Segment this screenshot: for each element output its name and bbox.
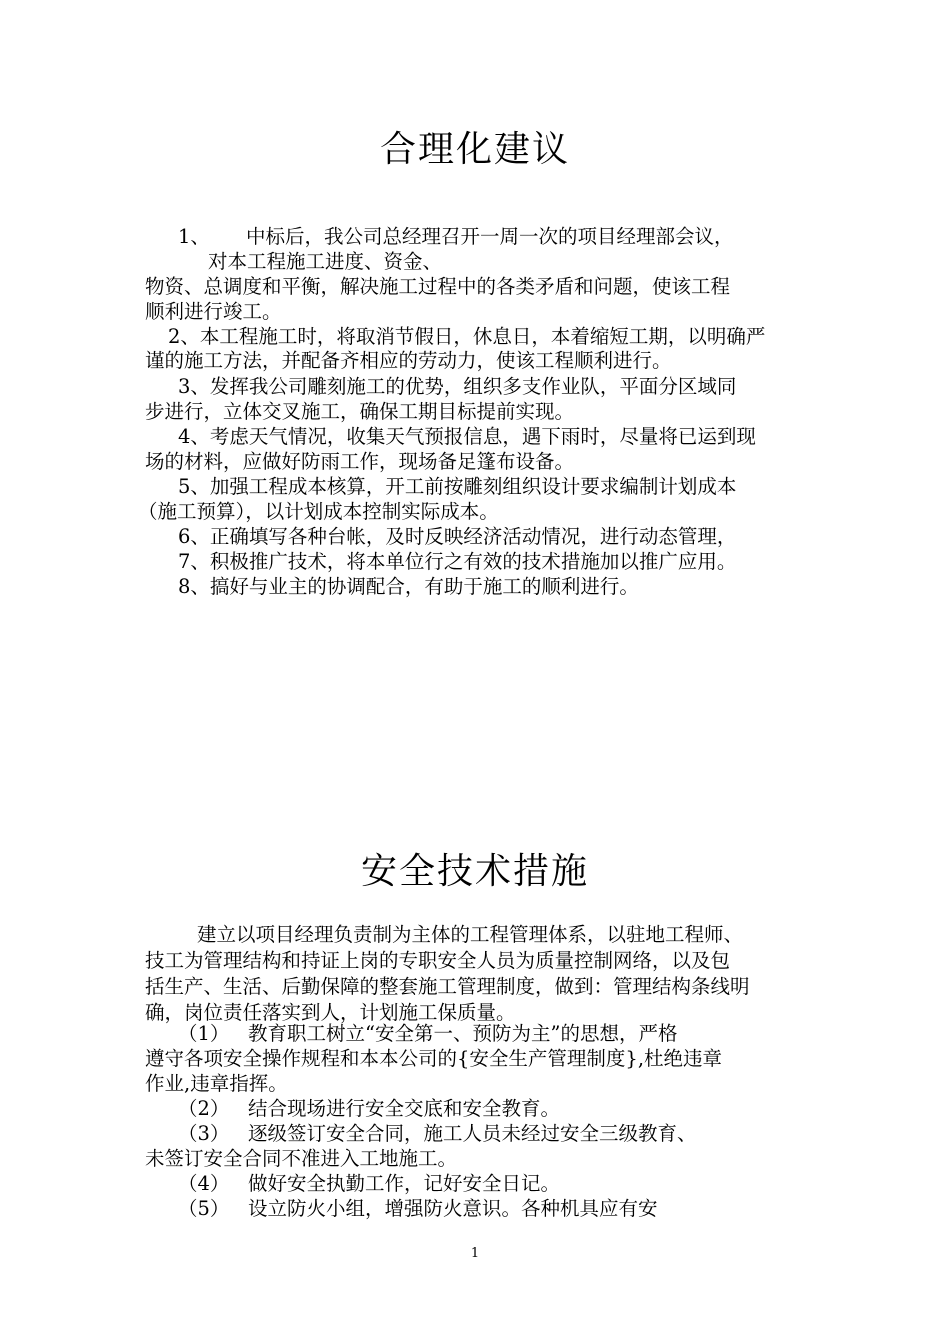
- item-4-line-a: 4、考虑天气情况，收集天气预报信息，遇下雨时，尽量将已运到现: [178, 425, 756, 448]
- item-1-number: 1、: [178, 225, 210, 248]
- measure-3-line-b: 未签订安全合同不准进入工地施工。: [145, 1147, 458, 1170]
- item-5-line-a: 5、加强工程成本核算，开工前按雕刻组织设计要求编制计划成本: [178, 475, 737, 498]
- safety-intro-line-c: 括生产、生活、后勤保障的整套施工管理制度，做到：管理结构条线明: [145, 975, 750, 998]
- safety-intro-line-a: 建立以项目经理负责制为主体的工程管理体系，以驻地工程师、: [197, 923, 744, 946]
- measure-5-text: 设立防火小组，增强防火意识。各种机具应有安: [248, 1197, 658, 1220]
- section-title-safety: 安全技术措施: [360, 851, 589, 892]
- measure-5-line: [178, 1196, 658, 1222]
- item-4-line-b: 场的材料，应做好防雨工作，现场备足篷布设备。: [145, 450, 575, 473]
- measure-2-number: （2）: [178, 1097, 230, 1120]
- item-8-line: 8、搞好与业主的协调配合，有助于施工的顺利进行。: [178, 575, 639, 598]
- safety-intro-line-b: 技工为管理结构和持证上岗的专职安全人员为质量控制网络，以及包: [145, 949, 731, 972]
- measure-3-line-a: [178, 1121, 697, 1147]
- item-5-line-b: （施工预算），以计划成本控制实际成本。: [138, 500, 499, 523]
- measure-4-number: （4）: [178, 1172, 230, 1195]
- safety-intro-line-d: 确，岗位责任落实到人，计划施工保质量。: [145, 1001, 516, 1024]
- item-1-line-d: 顺利进行竣工。: [145, 300, 282, 323]
- item-2-line-a: 2、本工程施工时，将取消节假日，休息日，本着缩短工期，以明确严: [168, 325, 766, 348]
- item-1-line-c: 物资、总调度和平衡，解决施工过程中的各类矛盾和问题，使该工程: [145, 275, 731, 298]
- measure-5-number: （5）: [178, 1197, 230, 1220]
- item-7-line: 7、积极推广技术，将本单位行之有效的技术措施加以推广应用。: [178, 550, 737, 573]
- measure-4-line: [178, 1171, 560, 1197]
- item-6-line: 6、正确填写各种台帐，及时反映经济活动情况，进行动态管理，: [178, 525, 737, 548]
- page-number: 1: [470, 1246, 480, 1261]
- measure-1-line-b: 遵守各项安全操作规程和本本公司的{安全生产管理制度},杜绝违章: [145, 1047, 723, 1070]
- item-1-line-b: 对本工程施工进度、资金、: [208, 250, 443, 273]
- measure-1-line-a: [178, 1021, 677, 1047]
- item-1-line-a: [178, 224, 734, 250]
- item-2-line-b: 谨的施工方法，并配备齐相应的劳动力，使该工程顺利进行。: [145, 349, 672, 372]
- item-3-line-a: 3、发挥我公司雕刻施工的优势，组织多支作业队，平面分区域同: [178, 375, 737, 398]
- measure-1-number: （1）: [178, 1022, 230, 1045]
- measure-3-number: （3）: [178, 1122, 230, 1145]
- measure-2-line: [178, 1096, 560, 1122]
- measure-1-text-a: 教育职工树立“安全第一、预防为主”的思想，严格: [248, 1022, 678, 1045]
- item-3-line-b: 步进行，立体交叉施工，确保工期目标提前实现。: [145, 400, 575, 423]
- section-title-suggestions: 合理化建议: [379, 129, 570, 170]
- measure-4-text: 做好安全执勤工作，记好安全日记。: [248, 1172, 561, 1195]
- item-1-text-a: 中标后，我公司总经理召开一周一次的项目经理部会议，: [246, 225, 734, 248]
- measure-2-text: 结合现场进行安全交底和安全教育。: [248, 1097, 561, 1120]
- measure-3-text-a: 逐级签订安全合同，施工人员未经过安全三级教育、: [248, 1122, 697, 1145]
- measure-1-line-c: 作业,违章指挥。: [145, 1072, 288, 1095]
